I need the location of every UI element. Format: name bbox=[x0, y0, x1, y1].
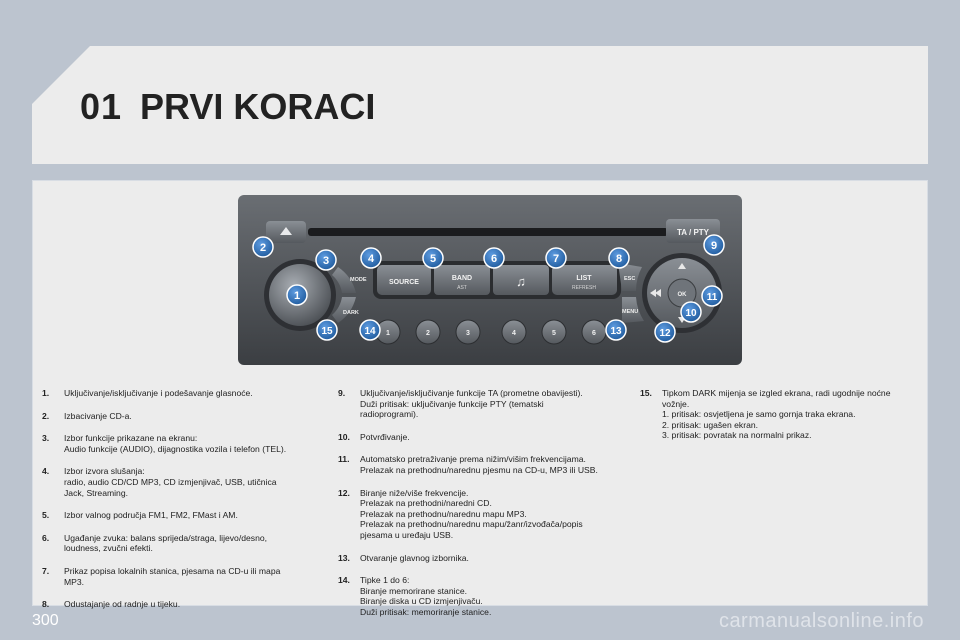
legend-number: 10. bbox=[338, 431, 350, 442]
legend-column-2 bbox=[338, 388, 620, 630]
legend-number: 14. bbox=[338, 575, 350, 586]
legend-number: 7. bbox=[42, 565, 50, 576]
callout-label-15: 15 bbox=[321, 326, 333, 337]
menu-label: MENU bbox=[622, 309, 639, 315]
legend-column-1 bbox=[42, 388, 312, 622]
preset-label-1: 1 bbox=[386, 330, 390, 337]
list-sub-label: REFRESH bbox=[572, 285, 596, 291]
callout-label-2: 2 bbox=[259, 242, 267, 254]
ok-label: OK bbox=[677, 292, 687, 298]
legend-item bbox=[640, 388, 920, 441]
watermark: carmanualsonline.info bbox=[718, 610, 924, 632]
legend-number: 4. bbox=[42, 466, 50, 477]
callout-label-9: 9 bbox=[710, 240, 718, 252]
callout-label-1: 1 bbox=[293, 290, 301, 302]
chapter-title: PRVI KORACI bbox=[140, 86, 376, 127]
legend-text: Ugađanje zvuka: balans sprijeda/straga, lijevo/desno, loudness, zvučni efekti. bbox=[64, 532, 268, 554]
legend-text: Biranje niže/više frekvencije. Prelazak na prethodni/naredni CD. Prelazak na prethodnu/narednu mapu MP3. Prelazak na prethodnu/narednu mapu/žanr/izvođača/popis pjesama u uređaju USB. bbox=[360, 487, 583, 540]
callout-label-10: 10 bbox=[685, 308, 697, 319]
list-label: LIST bbox=[576, 275, 592, 282]
preset-label-2: 2 bbox=[426, 330, 430, 337]
legend-item bbox=[338, 454, 620, 475]
legend-text: Otvaranje glavnog izbornika. bbox=[360, 552, 469, 563]
legend-text: Uključivanje/isključivanje funkcije TA (prometne obavijesti). Duži pritisak: uključivanje funkcije PTY (tematski radioprogrami). bbox=[360, 388, 583, 420]
legend-item bbox=[42, 599, 312, 610]
legend-item bbox=[42, 388, 312, 399]
legend-number: 6. bbox=[42, 532, 50, 543]
preset-label-6: 6 bbox=[592, 330, 596, 337]
legend-text: Odustajanje od radnje u tijeku. bbox=[64, 599, 181, 610]
callout-label-5: 5 bbox=[429, 253, 437, 265]
page-number: 300 bbox=[32, 612, 59, 629]
legend-number: 9. bbox=[338, 388, 346, 398]
callout-label-3: 3 bbox=[322, 255, 330, 267]
legend-item bbox=[338, 388, 620, 420]
ta-pty-label: TA / PTY bbox=[677, 228, 709, 237]
legend-item bbox=[42, 411, 312, 422]
legend-item bbox=[338, 488, 620, 541]
callout-label-11: 11 bbox=[706, 292, 718, 303]
legend-text: Izbacivanje CD-a. bbox=[64, 410, 132, 421]
legend-number: 3. bbox=[42, 433, 50, 444]
legend-text: Tipkom DARK mijenja se izgled ekrana, radi ugodnije noćne vožnje. 1. pritisak: osvjetljena je samo gornja traka ekrana. 2. pritisak: ugašen ekran. 3. pritisak: povratak na normalni prikaz. bbox=[662, 388, 891, 441]
legend-text: Potvrđivanje. bbox=[360, 431, 410, 442]
legend-column-3 bbox=[640, 388, 920, 453]
legend-text: Automatsko pretraživanje prema nižim/višim frekvencijama. Prelazak na prethodnu/narednu pjesmu na CD-u, MP3 ili USB. bbox=[360, 454, 598, 475]
legend-number: 13. bbox=[338, 552, 350, 563]
esc-label: ESC bbox=[624, 276, 636, 282]
legend-text: Prikaz popisa lokalnih stanica, pjesama na CD-u ili mapa MP3. bbox=[64, 565, 281, 587]
cd-slot bbox=[308, 228, 668, 236]
source-label: SOURCE bbox=[389, 279, 419, 286]
music-note-icon: ♫ bbox=[516, 274, 526, 289]
legend-number: 12. bbox=[338, 487, 350, 498]
legend-item bbox=[42, 510, 312, 521]
dark-label: DARK bbox=[343, 310, 359, 316]
legend-text: Uključivanje/isključivanje i podešavanje glasnoće. bbox=[64, 388, 253, 398]
band-label: BAND bbox=[451, 275, 473, 282]
callout-label-6: 6 bbox=[490, 253, 498, 265]
mode-label: MODE bbox=[350, 277, 367, 283]
preset-label-4: 4 bbox=[512, 330, 516, 337]
legend-text: Izbor funkcije prikazane na ekranu: Audio funkcije (AUDIO), dijagnostika vozila i telefon (TEL). bbox=[64, 433, 287, 454]
legend-text: Izbor izvora slušanja: radio, audio CD/CD MP3, CD izmjenjivač, USB, utičnica Jack, Streaming. bbox=[64, 466, 277, 498]
legend-item bbox=[42, 566, 312, 587]
band-sub-label: AST bbox=[457, 285, 467, 291]
legend-text: Izbor valnog područja FM1, FM2, FMast i AM. bbox=[64, 510, 238, 521]
legend-number: 1. bbox=[42, 388, 50, 398]
radio-illustration bbox=[238, 195, 742, 365]
legend-item bbox=[42, 466, 312, 498]
preset-label-3: 3 bbox=[466, 330, 470, 337]
legend-number: 2. bbox=[42, 410, 50, 421]
preset-label-5: 5 bbox=[552, 330, 556, 337]
legend-item bbox=[338, 432, 620, 443]
legend-item bbox=[338, 553, 620, 564]
legend-text: Tipke 1 do 6: Biranje memorirane stanice. Biranje diska u CD izmjenjivaču. Duži pritisak: memoriranje stanice. bbox=[360, 575, 492, 617]
callout-label-12: 12 bbox=[659, 328, 671, 339]
legend-number: 11. bbox=[338, 454, 350, 465]
legend-number: 15. bbox=[640, 388, 652, 398]
chapter-number: 01 bbox=[80, 86, 123, 127]
callout-label-7: 7 bbox=[552, 253, 560, 265]
legend-number: 8. bbox=[42, 599, 50, 610]
legend-item bbox=[338, 575, 620, 617]
callout-label-14: 14 bbox=[364, 326, 376, 337]
callout-label-13: 13 bbox=[610, 326, 622, 337]
legend-item bbox=[42, 433, 312, 454]
callout-label-4: 4 bbox=[367, 253, 375, 265]
legend-number: 5. bbox=[42, 510, 50, 521]
callout-label-8: 8 bbox=[615, 253, 623, 265]
legend-item bbox=[42, 533, 312, 554]
